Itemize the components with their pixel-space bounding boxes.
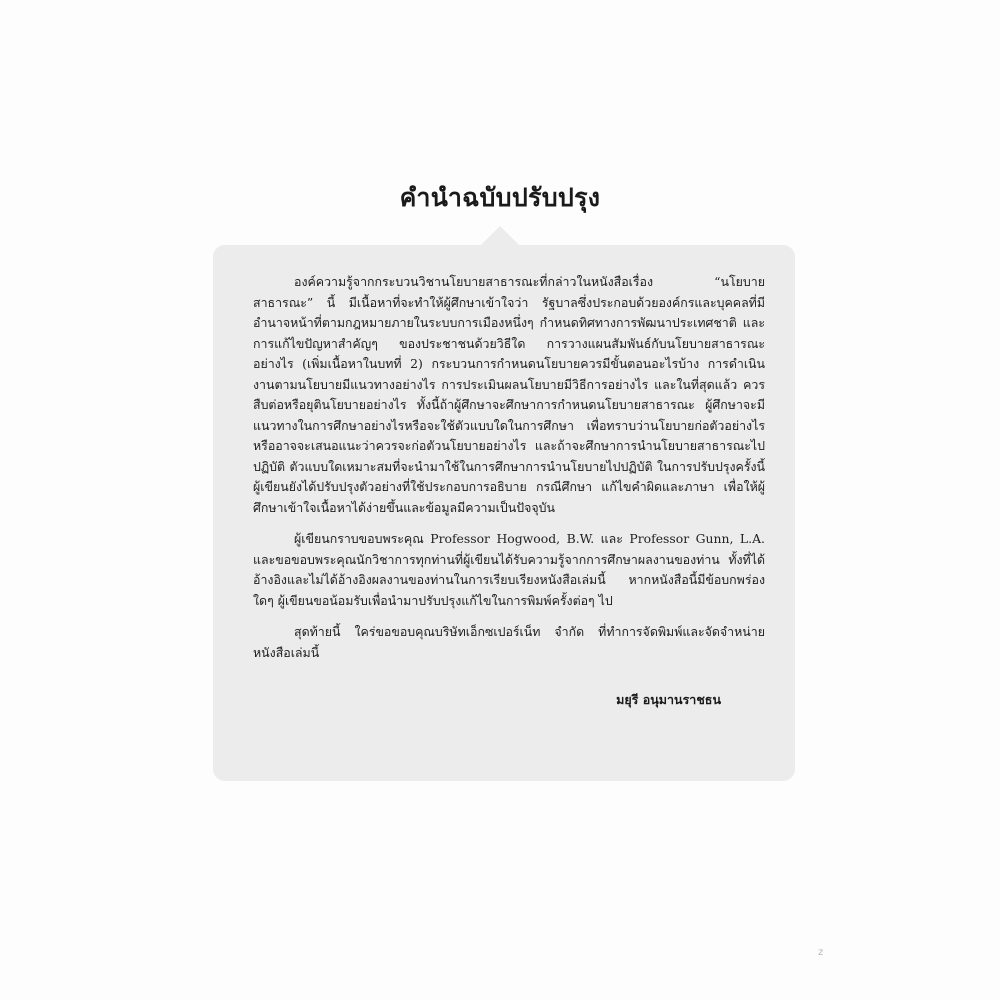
preface-paragraph-1: องค์ความรู้จากกระบวนวิชานโยบายสาธารณะที่กล่าวในหนังสือเรื่อง “นโยบายสาธารณะ” นี้ มีเนื้อหาที่จะทำให้ผู้ศึกษาเข้าใจว่า รัฐบาลซึ่งประกอบด้วยองค์กรและบุคคลที่มีอำนาจหน้าที่ตามกฎหมายภายในระบบการเมืองหนึ่งๆ กำหนดทิศทางการพัฒนาประเทศชาติ และการแก้ไขปัญหาสำคัญๆ ของประชาชนด้วยวิธีใด การวางแผนสัมพันธ์กับนโยบายสาธารณะอย่างไร (เพิ่มเนื้อหาในบทที่ 2) กระบวนการกำหนดนโยบายควรมีขั้นตอนอะไรบ้าง การดำเนินงานตามนโยบายมีแนวทางอย่างไร การประเมินผลนโยบายมีวิธีการอย่างไร และในที่สุดแล้ว ควรสืบต่อหรือยุตินโยบายอย่างไร ทั้งนี้ถ้าผู้ศึกษาจะศึกษาการกำหนดนโยบายสาธารณะ ผู้ศึกษาจะมีแนวทางในการศึกษาอย่างไรหรือจะใช้ตัวแบบใดในการศึกษา เพื่อทราบว่านโยบายก่อตัวอย่างไรหรืออาจจะเสนอแนะว่าควรจะก่อตัวนโยบายอย่างไร และถ้าจะศึกษาการนำนโยบายสาธารณะไปปฏิบัติ ตัวแบบใดเหมาะสมที่จะนำมาใช้ในการศึกษาการนำนโยบายไปปฏิบัติ ในการปรับปรุงครั้งนี้ ผู้เขียนยังได้ปรับปรุงตัวอย่างที่ใช้ประกอบการอธิบาย กรณีศึกษา แก้ไขคำผิดและภาษา เพื่อให้ผู้ศึกษาเข้าใจเนื้อหาได้ง่ายขึ้นและข้อมูลมีความเป็นปัจจุบัน [253,274,765,515]
page-title: คำนำฉบับปรับปรุง [399,183,601,212]
callout-pointer [480,226,520,246]
preface-paragraph-2: ผู้เขียนกราบขอบพระคุณ Professor Hogwood, B.W. และ Professor Gunn, L.A. และขอขอบพระคุณนักวิชาการทุกท่านที่ผู้เขียนได้รับความรู้จากการศึกษาผลงานของท่าน ทั้งที่ได้อ้างอิงและไม่ได้อ้างอิงผลงานของท่านในการเรียบเรียงหนังสือเล่มนี้ หากหนังสือนี้มีข้อบกพร่องใดๆ ผู้เขียนขอน้อมรับเพื่อนำมาปรับปรุงแก้ไขในการพิมพ์ครั้งต่อๆ ไป [253,531,765,608]
preface-box [213,245,795,781]
page-number: z [818,947,824,958]
author-signature: มยุรี อนุมานราชธน [616,692,721,707]
preface-paragraph-3: สุดท้ายนี้ ใคร่ขอขอบคุณบริษัทเอ็กซเปอร์เน็ท จำกัด ที่ทำการจัดพิมพ์และจัดจำหน่ายหนังสือเล่มนี้ [253,624,765,660]
